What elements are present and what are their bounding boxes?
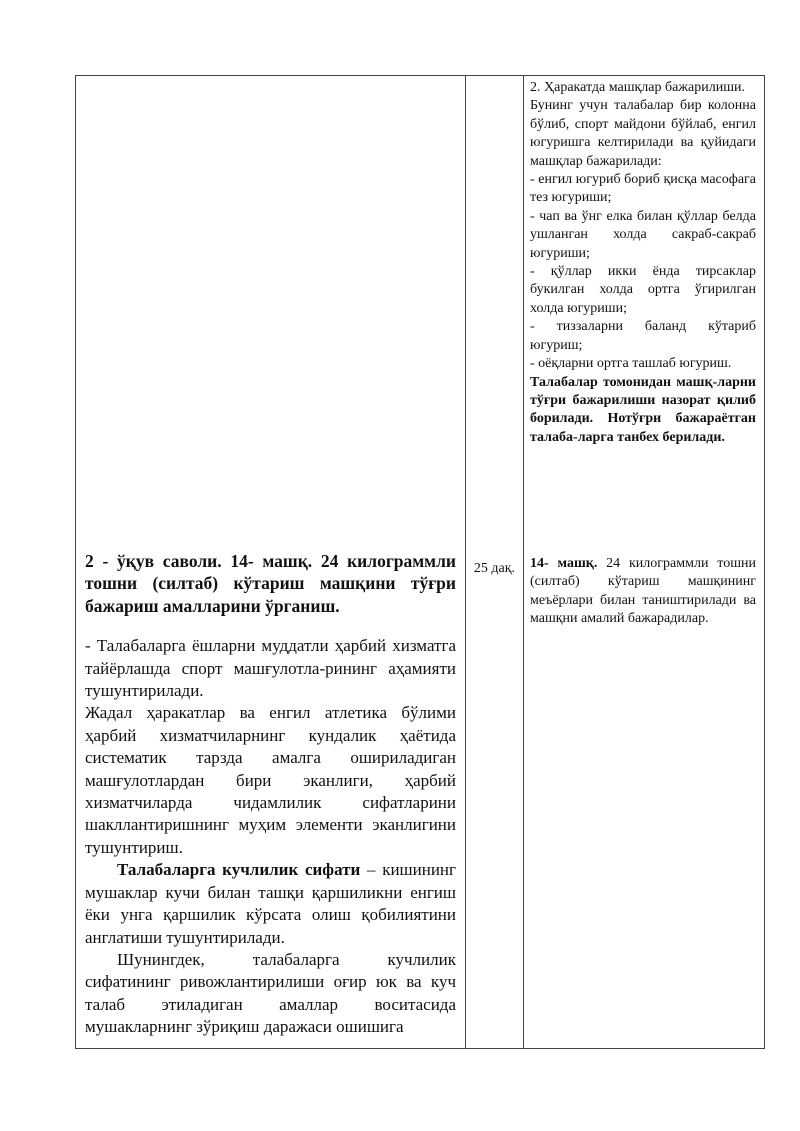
content-cell <box>76 76 466 1049</box>
exercise-number: 14- машқ. <box>530 556 598 571</box>
bold-phrase: Талабаларга кучлилик сифати <box>117 860 361 880</box>
exercise-list-section <box>530 79 756 447</box>
list-item: - енгил югуриб бориб қисқа масофага тез югуриши; <box>530 172 756 206</box>
exercise-description <box>530 555 756 629</box>
bold-note: Талабалар томонидан машқ-ларни тўғри бажарилиши назорат қилиб борилади. Нотўғри бажараётган талаба-ларга танбех берилади. <box>530 374 756 445</box>
paragraph: Шунингдек, талабаларга кучлилик сифатининг ривожлантирилиши оғир юк ва куч талаб этиладиган амаллар воситасида мушакларнинг зўриқиш даражаси ошишига <box>85 949 456 1037</box>
paragraph: Жадал ҳаракатлар ва енгил атлетика бўлими ҳарбий хизматчиларнинг кундалик ҳаётида систематик тарзда амалга ошириладиган машғулотлардан бири эканлиги, ҳарбий хизматчиларда чидамлилик сифатларини шакллантиришнинг муҳим элементи эканлигини тушунтириш. <box>85 703 456 857</box>
paragraph: - Талабаларга ёшларни муддатли ҳарбий хизматга тайёрлашда спорт машғулотла-рининг аҳамияти тушунтирилади. <box>85 636 456 701</box>
activity-cell <box>524 76 765 1049</box>
study-question-section <box>85 550 456 1039</box>
study-question-title: 2 - ўқув саволи. 14- машқ. 24 килограммли тошни (силтаб) кўтариш машқини тўғри бажариш амалларини ўрганиш. <box>85 551 456 616</box>
paragraph-text: – кишининг мушаклар кучи билан ташқи қаршиликни енгиш ёки унга қаршилик кўрсата олиш қобилиятини англатиши тушунтирилади. <box>85 860 456 947</box>
paragraph <box>85 859 456 949</box>
lesson-plan-table <box>75 75 765 1049</box>
paragraph-text: 24 килограммли тошни (силтаб) кўтариш машқининг меъёрлари билан таништирилади ва машқни амалий бажарадилар. <box>530 556 756 627</box>
duration-label: 25 дақ. <box>473 561 516 576</box>
section-heading: 2. Ҳаракатда машқлар бажарилиши. <box>530 80 745 95</box>
list-item: - қўллар икки ёнда тирсаклар букилган холда ортга ўгирилган холда югуриши; <box>530 264 756 316</box>
paragraph <box>530 555 756 629</box>
list-item: - чап ва ўнг елка билан қўллар белда ушланган холда сакраб-сакраб югуриши; <box>530 208 756 261</box>
time-cell <box>466 76 524 1049</box>
list-item: - оёқларни ортга ташлаб югуриш. <box>530 356 732 372</box>
list-item: - тиззаларни баланд кўтариб югуриш; <box>530 319 756 353</box>
table-row <box>76 76 765 1049</box>
paragraph: Бунинг учун талабалар бир колонна бўлиб, спорт майдони бўйлаб, енгил югуришга келтирилади ва қуйидаги машқлар бажарилади: <box>530 98 756 169</box>
